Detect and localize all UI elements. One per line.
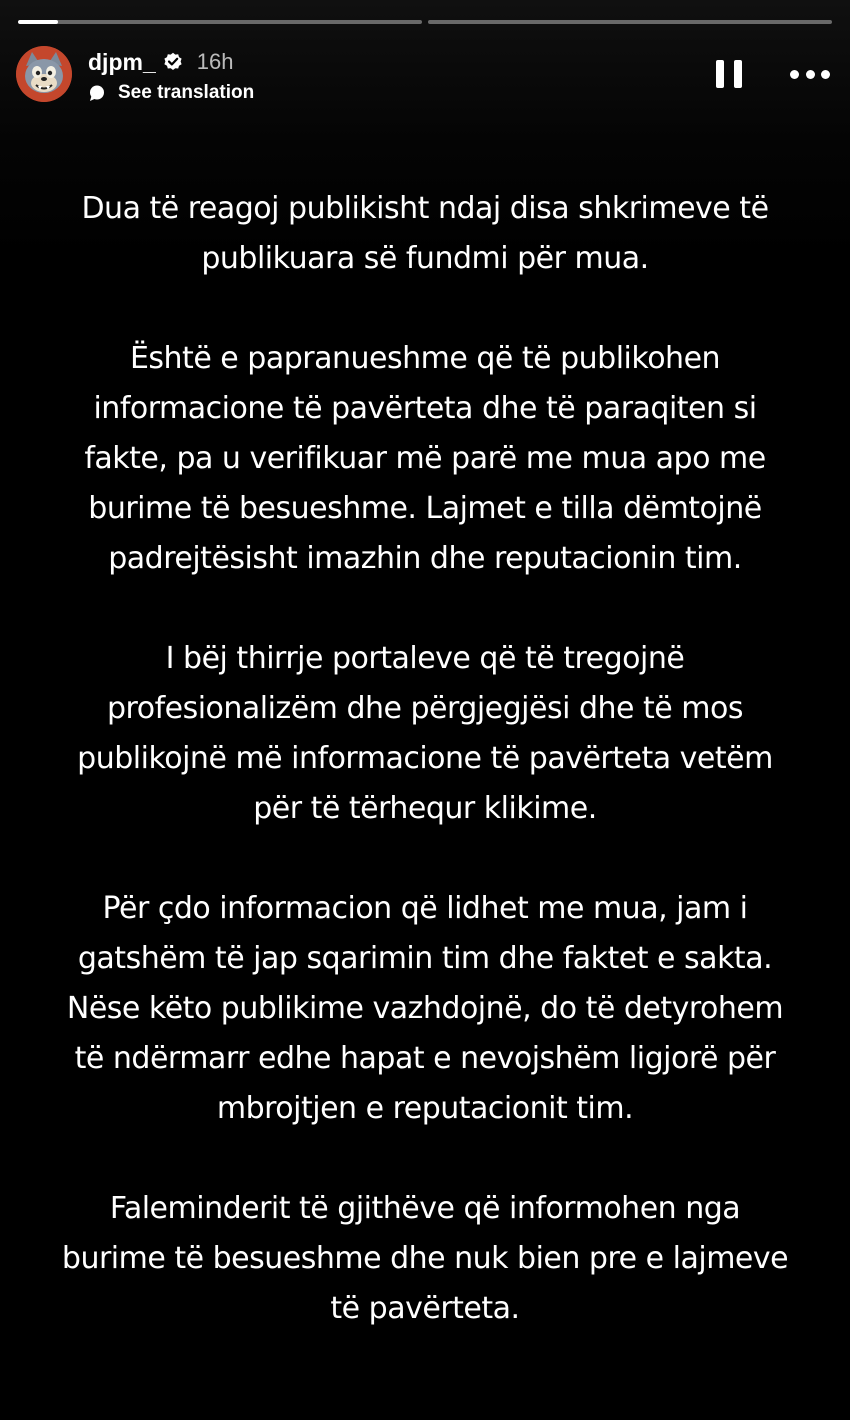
more-options-button[interactable] xyxy=(790,58,830,90)
story-paragraph-2: Është e papranueshme që të publikohen informacione të pavërteta dhe të paraqiten si fakte, pa u verifikuar më parë me mua apo me burime të besueshme. Lajmet e tilla dëmtojnë padrejtësisht imazhin dhe reputacionin tim. xyxy=(84,341,766,576)
pause-button[interactable] xyxy=(716,58,742,90)
story-paragraph-5: Faleminderit të gjithëve që informohen nga burime të besueshme dhe nuk bien pre e lajmeve të pavërteta. xyxy=(61,1191,789,1326)
story-paragraph-3: I bëj thirrje portaleve që të tregojnë profesionalizëm dhe përgjegjësi dhe të mos publikojnë më informacione të pavërteta vetëm për të tërhequr klikime. xyxy=(77,641,773,826)
story-progress xyxy=(18,20,832,24)
speech-bubble-icon xyxy=(88,84,106,102)
progress-segment-1-fill xyxy=(18,20,58,24)
cat-avatar-icon xyxy=(16,46,72,102)
story-paragraph-4: Për çdo informacion që lidhet me mua, jam i gatshëm të jap sqarimin tim dhe faktet e sakta. Nëse këto publikime vazhdojnë, do të detyrohem të ndërmarr edhe hapat e nevojshëm ligjorë për mbrojtjen e reputacionit tim. xyxy=(66,891,784,1126)
avatar[interactable] xyxy=(16,46,72,102)
verified-badge-icon xyxy=(163,52,183,72)
more-horizontal-icon xyxy=(821,70,830,79)
story-text xyxy=(60,184,790,1334)
more-horizontal-icon xyxy=(806,70,815,79)
user-row xyxy=(88,47,233,77)
pause-icon xyxy=(734,60,742,88)
timestamp: 16h xyxy=(196,49,234,74)
more-horizontal-icon xyxy=(790,70,799,79)
story-paragraph-1: Dua të reagoj publikisht ndaj disa shkrimeve të publikuara së fundmi për mua. xyxy=(81,191,769,276)
progress-segment-1 xyxy=(18,20,422,24)
see-translation-button[interactable] xyxy=(88,80,254,106)
see-translation-label: See translation xyxy=(118,82,255,103)
story-header xyxy=(16,44,832,104)
progress-segment-2 xyxy=(428,20,832,24)
username[interactable]: djpm_ xyxy=(88,48,156,75)
pause-icon xyxy=(716,60,724,88)
